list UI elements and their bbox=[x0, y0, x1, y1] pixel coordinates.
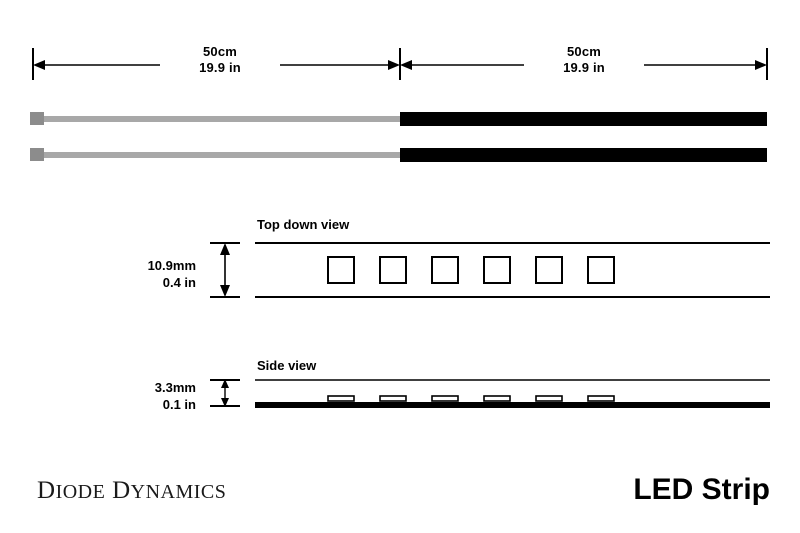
dimension-right-label bbox=[524, 44, 644, 76]
brand-word2-initial: D bbox=[112, 477, 131, 504]
side-strip-base bbox=[255, 402, 770, 408]
led-square bbox=[328, 257, 354, 283]
top-down-view-caption: Top down view bbox=[257, 217, 350, 232]
wire-grey-top bbox=[44, 116, 400, 122]
side-view-drawing bbox=[200, 374, 780, 419]
led-square bbox=[380, 257, 406, 283]
led-profile bbox=[380, 396, 406, 401]
wire-terminal-bottom bbox=[30, 148, 44, 161]
strip-width-metric: 10.9mm bbox=[147, 258, 196, 273]
strip-height-imperial: 0.1 in bbox=[162, 397, 196, 412]
wire-grey-bottom bbox=[44, 152, 400, 158]
side-view-caption: Side view bbox=[257, 358, 317, 373]
dimension-left-metric: 50cm bbox=[202, 44, 238, 59]
strip-height-metric: 3.3mm bbox=[154, 380, 196, 395]
dimension-arrow-row bbox=[0, 40, 800, 85]
strip-height-label bbox=[118, 379, 196, 413]
arrow-head-right-start bbox=[400, 60, 412, 70]
dimension-left-label bbox=[160, 44, 280, 76]
brand-word1-rest: IODE bbox=[55, 481, 106, 503]
arrow-head-right-end bbox=[755, 60, 767, 70]
arrow-head-left-end bbox=[388, 60, 400, 70]
wire-terminal-top bbox=[30, 112, 44, 125]
wire-black-bottom bbox=[400, 148, 767, 162]
led-square bbox=[484, 257, 510, 283]
top-down-arrow-head-down bbox=[220, 285, 230, 297]
led-profile bbox=[536, 396, 562, 401]
dimension-right-metric: 50cm bbox=[566, 44, 602, 59]
led-square bbox=[536, 257, 562, 283]
wire-black-top bbox=[400, 112, 767, 126]
top-down-view-drawing bbox=[200, 235, 780, 315]
led-profile bbox=[432, 396, 458, 401]
dimension-left-imperial: 19.9 in bbox=[199, 60, 241, 75]
top-down-arrow-head-up bbox=[220, 243, 230, 255]
product-title: LED Strip bbox=[633, 473, 770, 506]
strip-width-label bbox=[118, 257, 196, 291]
arrow-head-left-start bbox=[33, 60, 45, 70]
led-profile bbox=[588, 396, 614, 401]
brand-logo bbox=[37, 477, 226, 505]
brand-word2-rest: YNAMICS bbox=[130, 481, 227, 503]
led-square bbox=[588, 257, 614, 283]
led-profile bbox=[484, 396, 510, 401]
led-square bbox=[432, 257, 458, 283]
led-profile bbox=[328, 396, 354, 401]
dimension-right-imperial: 19.9 in bbox=[563, 60, 605, 75]
strip-width-imperial: 0.4 in bbox=[162, 275, 196, 290]
brand-word1-initial: D bbox=[37, 477, 56, 504]
